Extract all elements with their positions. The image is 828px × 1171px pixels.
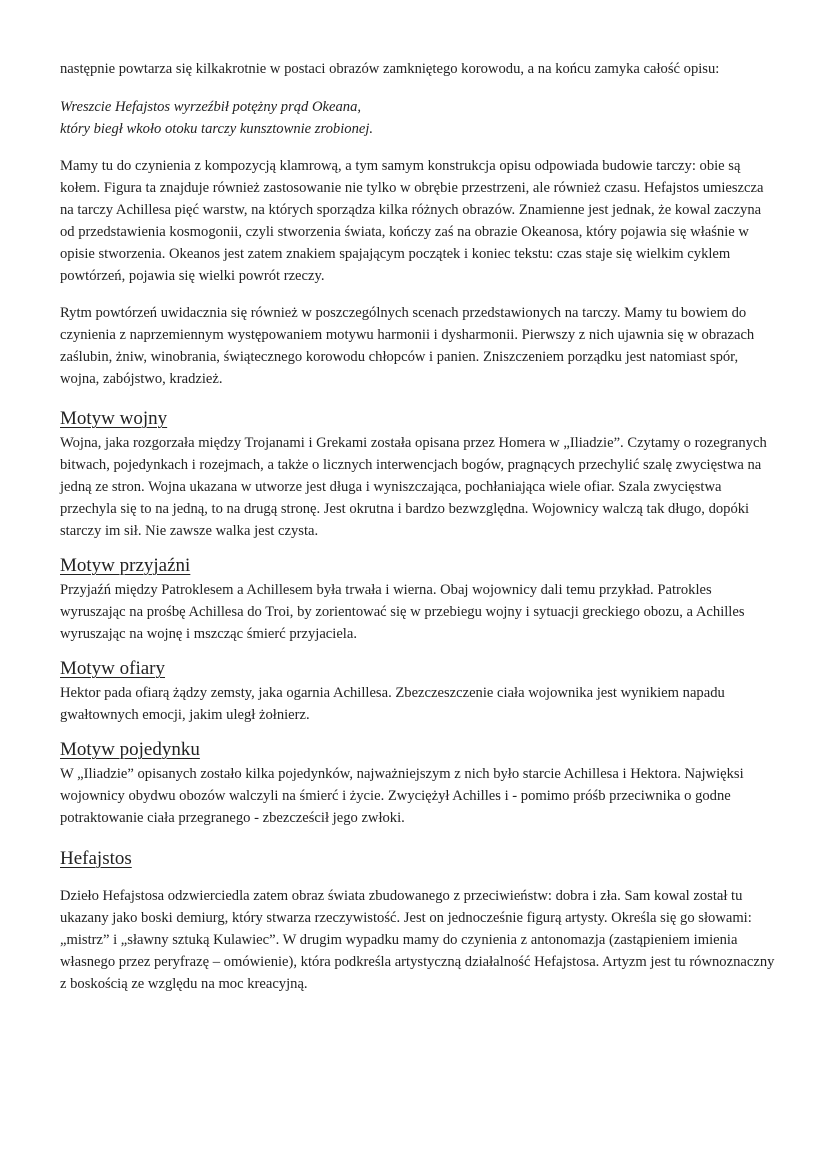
section-text: Dzieło Hefajstosa odzwierciedla zatem obraz świata zbudowanego z przeciwieństw: dobra i zła. Sam kowal został tu ukazany jako boski demiurg, który stwarza rzeczywistość. Jest on jednocześnie figurą artysty. Określa się go słowami: „mistrz” i „sławny sztuką Kulawiec”. W drugim wypadku mamy do czynienia z antonomazja (zastąpieniem imienia własnego przez peryfrazę – omówienie), która podkreśla artystyczną działalność Hefajstosa. Artyzm jest tu równoznaczny z boskością ze względu na moc kreacyjną. xyxy=(60,888,775,992)
section-motyw-wojny xyxy=(60,407,776,542)
intro-line: następnie powtarza się kilkakrotnie w postaci obrazów zamkniętego korowodu, a na końcu zamyka całość opisu: xyxy=(60,61,720,77)
section-heading: Motyw pojedynku xyxy=(60,739,200,760)
section-hefajstos xyxy=(60,847,776,995)
section-heading: Motyw przyjaźni xyxy=(60,555,191,576)
section-text: Wojna, jaka rozgorzała między Trojanami i Grekami została opisana przez Homera w „Iliadzie”. Czytamy o rozegranych bitwach, pojedynkach i rozejmach, a także o licznych interwencjach bogów, pragnących przechylić szalę zwycięstwa na jedną ze stron. Wojna ukazana w utworze jest długa i wyniszczająca, pochłaniająca wiele ofiar. Szala zwycięstwa przechyla się to na jedną, to na drugą stronę. Jest okrutna i bardzo bezwzględna. Wojownicy walczą tak długo, dopóki starczy im sił. Nie zawsze walka jest czysta. xyxy=(60,435,767,539)
paragraph-rytm: Rytm powtórzeń uwidacznia się również w poszczególnych scenach przedstawionych na tarczy. Mamy tu bowiem do czynienia z naprzemiennym występowaniem motywu harmonii i dysharmonii. Pierwszy z nich ujawnia się w obrazach zaślubin, żniw, winobrania, świątecznego korowodu chłopców i panien. Zniszczeniem porządku jest natomiast spór, wojna, zabójstwo, kradzież. xyxy=(60,305,755,387)
section-text: W „Iliadzie” opisanych zostało kilka pojedynków, najważniejszym z nich było starcie Achillesa i Hektora. Najwięksi wojownicy obydwu obozów walczyli na śmierć i życie. Zwyciężył Achilles i - pomimo próśb przeciwnika o godne potraktowanie ciała przegranego - zbezcześcił jego zwłoki. xyxy=(60,766,744,826)
quote-line-1: Wreszcie Hefajstos wyrzeźbił potężny prąd Okeana, xyxy=(60,99,362,115)
section-text: Przyjaźń między Patroklesem a Achillesem była trwała i wierna. Obaj wojownicy dali temu przykład. Patrokles wyruszając na prośbę Achillesa do Troi, by zorientować się w przebiegu wojny i sytuacji greckiego obozu, a Achilles wyruszając na wojnę i mszcząc śmierć przyjaciela. xyxy=(60,582,745,642)
section-text: Hektor pada ofiarą żądzy zemsty, jaka ogarnia Achillesa. Zbezczeszczenie ciała wojownika jest wynikiem napadu gwałtownych emocji, jakim uległ żołnierz. xyxy=(60,685,725,723)
quote-line-2: który biegł wkoło otoku tarczy kunsztownie zrobionej. xyxy=(60,121,374,137)
section-heading: Motyw wojny xyxy=(60,408,168,429)
section-motyw-pojedynku xyxy=(60,738,776,829)
quote xyxy=(60,96,776,140)
section-heading: Motyw ofiary xyxy=(60,658,166,679)
paragraph-klamra: Mamy tu do czynienia z kompozycją klamrową, a tym samym konstrukcja opisu odpowiada budowie tarczy: obie są kołem. Figura ta znajduje również zastosowanie nie tylko w obrębie przestrzeni, ale również czasu. Hefajstos umieszcza na tarczy Achillesa pięć warstw, na których sporządza kilka różnych obrazów. Znamienne jest jednak, że kowal zaczyna od przedstawienia kosmogonii, czyli stworzenia świata, kończy zaś na obrazie Okeanosa, który pojawia się właśnie w opisie stworzenia. Okeanos jest zatem znakiem spajającym początek i koniec tekstu: czas staje się wielkim cyklem powtórzeń, pojawia się wielki powrót rzeczy. xyxy=(60,158,764,284)
section-motyw-przyjazni xyxy=(60,554,776,645)
section-heading: Hefajstos xyxy=(60,848,132,869)
section-motyw-ofiary xyxy=(60,657,776,726)
